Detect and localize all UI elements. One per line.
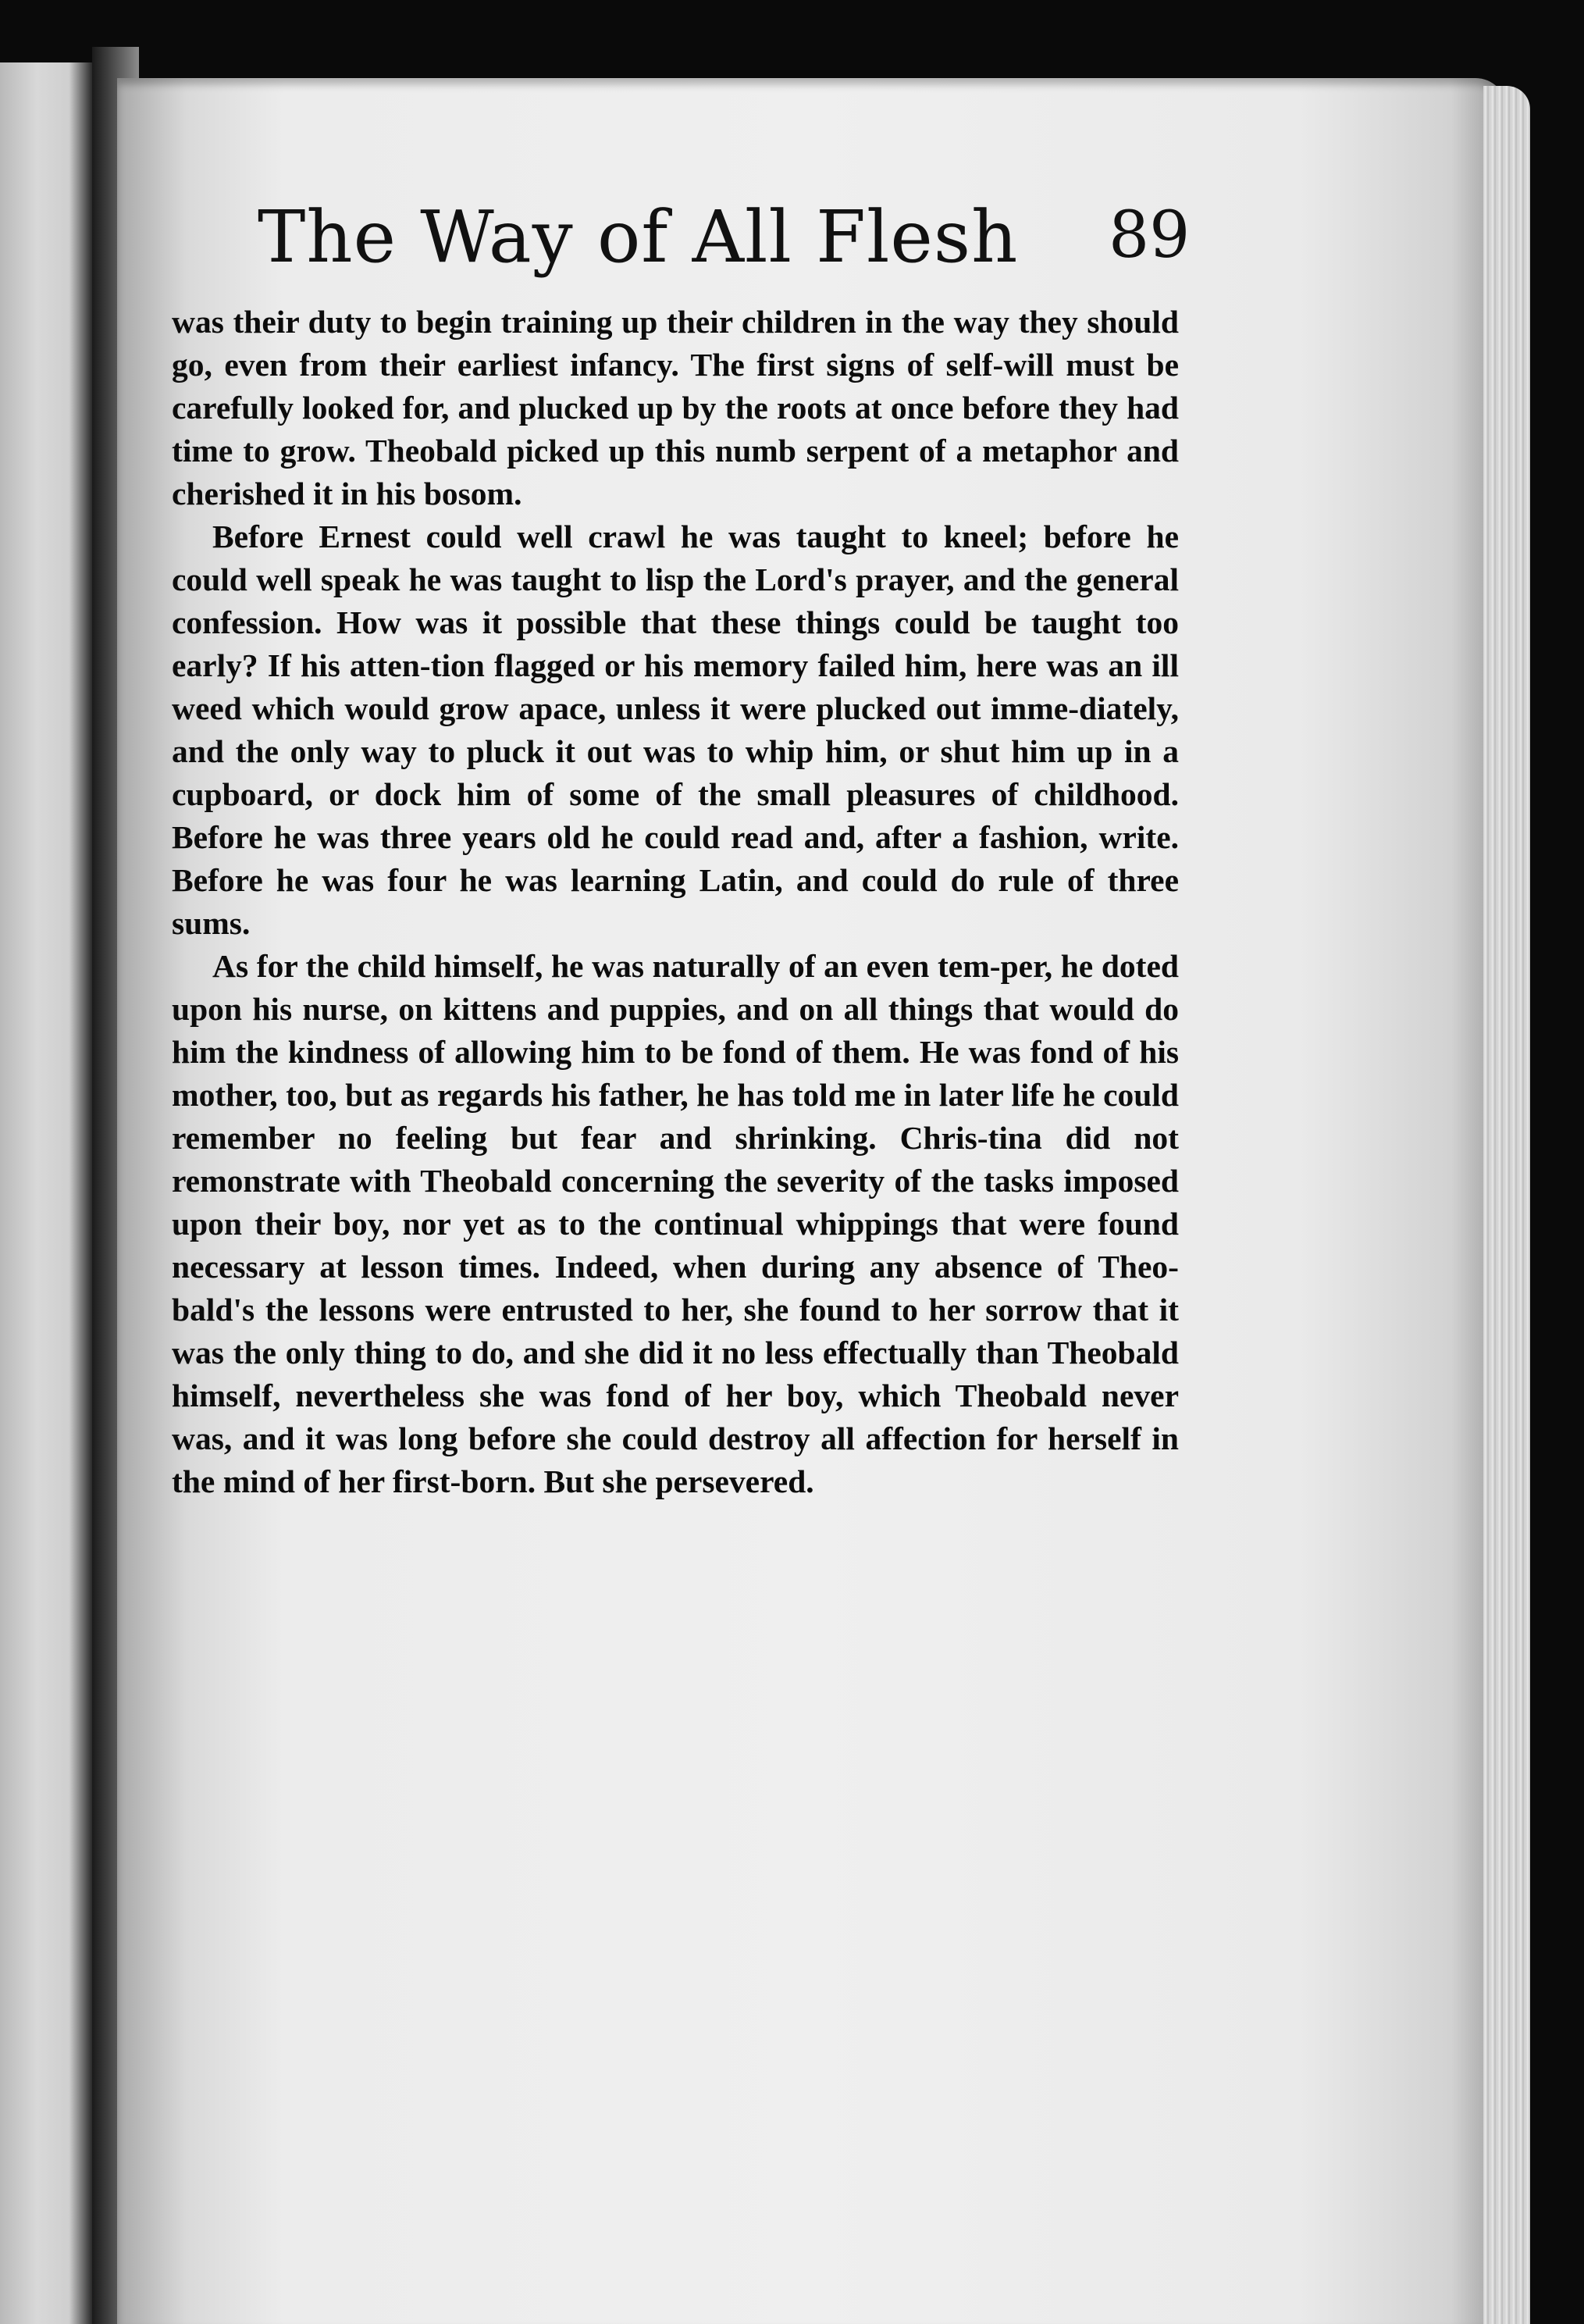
paragraph: was their duty to begin training up their children in the way they should go, even from their earliest infancy. The first signs of self-will must be carefully looked for, and plucked up by the roots at once before they had time to grow. Theobald picked up this numb serpent of a metaphor and cherished it in his bosom. [172,304,1179,511]
page-edges [1483,86,1530,2324]
running-header [258,195,1194,289]
page-number: 89 [1109,198,1191,273]
body-text [172,301,1179,1503]
facing-page-edge [0,62,92,2324]
running-title: The Way of All Flesh [258,195,1019,279]
paragraph: Before Ernest could well crawl he was taught to kneel; before he could well speak he was taught to lisp the Lord's prayer, and the general confession. How was it possible that these things could be taught too early? If his atten-tion flagged or his memory failed him, here was an ill weed which would grow apace, unless it were plucked out imme-diately, and the only way to pluck it out was to whip him, or shut him up in a cupboard, or dock him of some of the small pleasures of childhood. Before he was three years old he could read and, after a fashion, write. Before he was four he was learning Latin, and could do rule of three sums. [172,519,1179,941]
paragraph: As for the child himself, he was naturally of an even tem-per, he doted upon his nurse, on kittens and puppies, and on all things that would do him the kindness of allowing him to be fond of them. He was fond of his mother, too, but as regards his father, he has told me in later life he could remember no feeling but fear and shrinking. Chris-tina did not remonstrate with Theobald concerning the severity of the tasks imposed upon their boy, nor yet as to the continual whippings that were found necessary at lesson times. Indeed, when during any absence of Theo-bald's the lessons were entrusted to her, she found to her sorrow that it was the only thing to do, and she did it no less effectually than Theobald himself, nevertheless she was fond of her boy, which Theobald never was, and it was long before she could destroy all affection for herself in the mind of her first-born. But she persevered. [172,948,1179,1499]
